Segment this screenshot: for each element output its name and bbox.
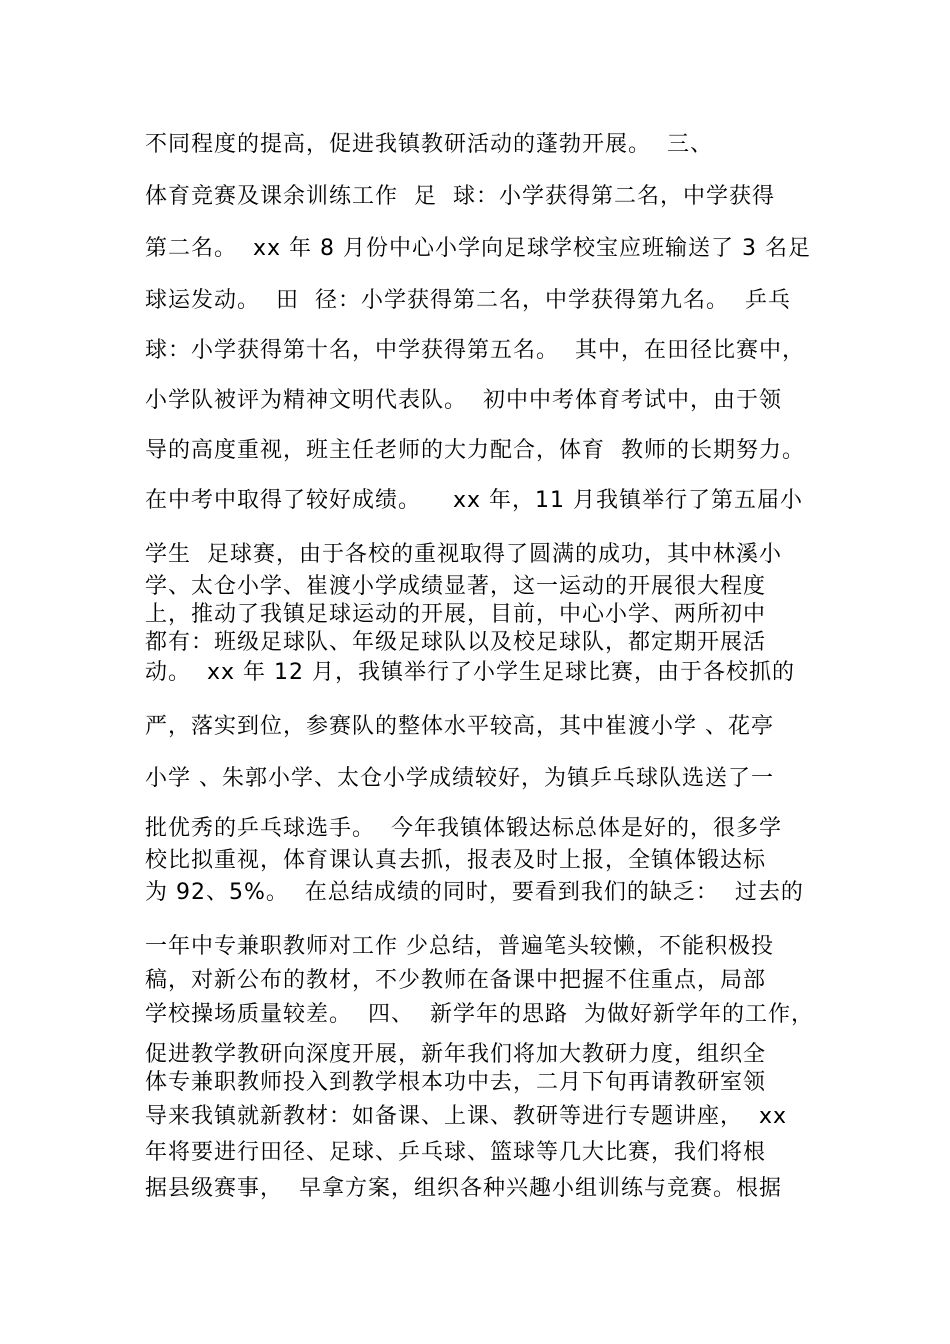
text-line: 批优秀的乒乓球选手。 今年我镇体锻达标总体是好的，很多学	[145, 816, 782, 841]
text-line: 一年中专兼职教师对工作 少总结，普遍笔头较懒，不能积极投	[145, 934, 774, 959]
text-line: 都有：班级足球队、年级足球队以及校足球队，都定期开展活	[145, 630, 767, 655]
text-line: 小学 、朱郭小学、太仓小学成绩较好，为镇乒乓球队选送了一	[145, 766, 774, 791]
text-line: 在中考中取得了较好成绩。 xx 年，11 月我镇举行了第五届小	[145, 488, 803, 513]
text-line: 校比拟重视，体育课认真去抓，报表及时上报，全镇体锻达标	[145, 848, 767, 873]
text-line: 促进教学教研向深度开展，新年我们将加大教研力度，组织全	[145, 1042, 767, 1067]
text-line: 体育竞赛及课余训练工作 足 球：小学获得第二名，中学获得	[145, 184, 775, 209]
text-line: 稿，对新公布的教材，不少教师在备课中把握不住重点，局部	[145, 968, 767, 993]
text-line: 第二名。 xx 年 8 月份中心小学向足球学校宝应班输送了 3 名足	[145, 236, 811, 261]
text-line: 球运发动。 田 径：小学获得第二名，中学获得第九名。 乒乓	[145, 288, 791, 313]
text-line: 小学队被评为精神文明代表队。 初中中考体育考试中，由于领	[145, 388, 782, 413]
text-line: 球：小学获得第十名，中学获得第五名。 其中，在田径比赛中，	[145, 338, 805, 363]
text-line: 年将要进行田径、足球、乒乓球、篮球等几大比赛，我们将根	[145, 1140, 767, 1165]
text-line: 学校操场质量较差。 四、 新学年的思路 为做好新学年的工作，	[145, 1002, 814, 1027]
text-line: 据县级赛事， 早拿方案，组织各种兴趣小组训练与竞赛。根据	[145, 1176, 782, 1201]
text-line: 严，落实到位，参赛队的整体水平较高，其中崔渡小学 、花亭	[145, 714, 774, 739]
text-line: 学生 足球赛，由于各校的重视取得了圆满的成功，其中林溪小	[145, 542, 782, 567]
text-line: 上，推动了我镇足球运动的开展，目前，中心小学、两所初中	[145, 602, 767, 627]
text-line: 动。 xx 年 12 月，我镇举行了小学生足球比赛，由于各校抓的	[145, 660, 796, 685]
text-line: 学、太仓小学、崔渡小学成绩显著，这一运动的开展很大程度	[145, 574, 767, 599]
text-line: 为 92、5%。 在总结成绩的同时，要看到我们的缺乏： 过去的	[145, 880, 804, 905]
text-line: 导来我镇就新教材：如备课、上课、教研等进行专题讲座， xx	[145, 1104, 788, 1129]
text-line: 导的高度重视，班主任老师的大力配合，体育 教师的长期努力。	[145, 438, 805, 463]
text-line: 体专兼职教师投入到教学根本功中去，二月下旬再请教研室领	[145, 1070, 767, 1095]
text-line: 不同程度的提高，促进我镇教研活动的蓬勃开展。 三、	[145, 132, 713, 157]
